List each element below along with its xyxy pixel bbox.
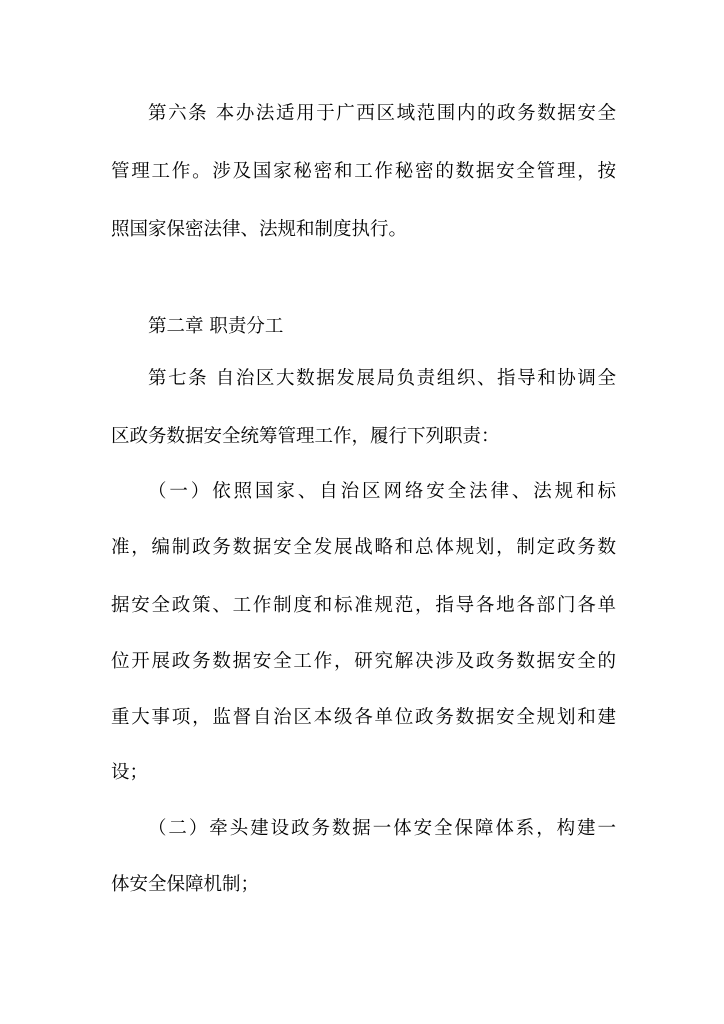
item-1-line-2: 准，编制政务数据安全发展战略和总体规划，制定政务数 <box>111 537 616 558</box>
item-1-line-3: 据安全政策、工作制度和标准规范，指导各地各部门各单 <box>111 595 616 616</box>
item-1-line-1: （一）依照国家、自治区网络安全法律、法规和标 <box>148 481 616 502</box>
item-2-line-2: 体安全保障机制； <box>111 874 260 895</box>
item-1-line-5: 重大事项，监督自治区本级各单位政务数据安全规划和建 <box>111 707 616 728</box>
item-2-line-1: （二）牵头建设政务数据一体安全保障体系，构建一 <box>148 818 616 839</box>
article-6-line-3: 照国家保密法律、法规和制度执行。 <box>111 219 408 240</box>
article-6-line-2: 管理工作。涉及国家秘密和工作秘密的数据安全管理，按 <box>111 161 616 182</box>
chapter-heading: 第二章 职责分工 <box>148 316 284 337</box>
article-7-line-2: 区政务数据安全统筹管理工作，履行下列职责： <box>111 426 500 447</box>
article-6-line-1: 第六条 本办法适用于广西区域范围内的政务数据安全 <box>148 103 616 124</box>
item-1-line-4: 位开展政务数据安全工作，研究解决涉及政务数据安全的 <box>111 651 616 672</box>
article-7-line-1: 第七条 自治区大数据发展局负责组织、指导和协调全 <box>148 368 616 389</box>
item-1-line-6: 设； <box>111 762 149 783</box>
